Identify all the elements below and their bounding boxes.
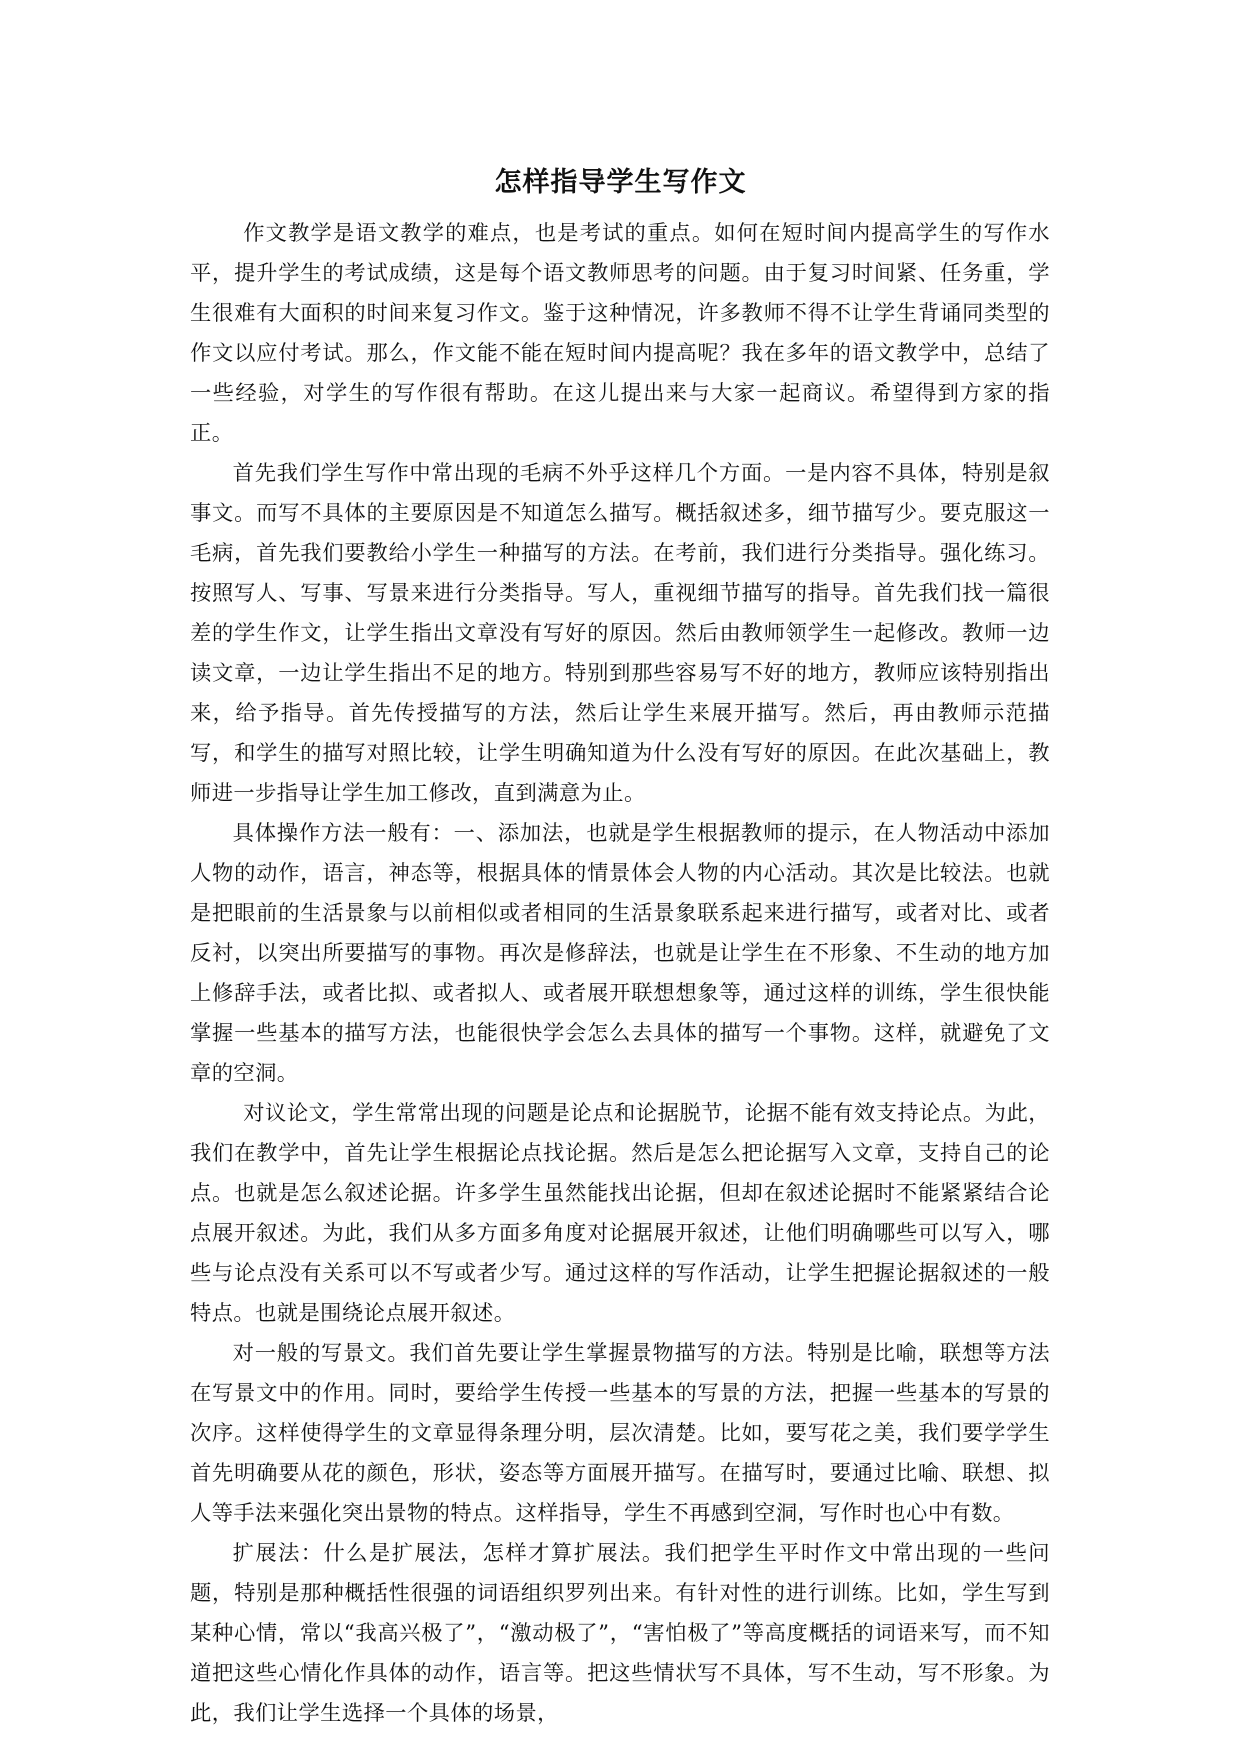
paragraph-common-problems: 首先我们学生写作中常出现的毛病不外乎这样几个方面。一是内容不具体，特别是叙事文。而写不具体的主要原因是不知道怎么描写。概括叙述多，细节描写少。要克服这一毛病，首先我们要教给小学生一种描写的方法。在考前，我们进行分类指导。强化练习。按照写人、写事、写景来进行分类指导。写人，重视细节描写的指导。首先我们找一篇很差的学生作文，让学生指出文章没有写好的原因。然后由教师领学生一起修改。教师一边读文章，一边让学生指出不足的地方。特别到那些容易写不好的地方，教师应该特别指出来，给予指导。首先传授描写的方法，然后让学生来展开描写。然后，再由教师示范描写，和学生的描写对照比较，让学生明确知道为什么没有写好的原因。在此次基础上，教师进一步指导让学生加工修改，直到满意为止。 xyxy=(190,461,1050,806)
paragraph-scenery: 对一般的写景文。我们首先要让学生掌握景物描写的方法。特别是比喻，联想等方法在写景文中的作用。同时，要给学生传授一些基本的写景的方法，把握一些基本的写景的次序。这样使得学生的文章显得条理分明，层次清楚。比如，要写花之美，我们要学学生首先明确要从花的颜色，形状，姿态等方面展开描写。在描写时，要通过比喻、联想、拟人等手法来强化突出景物的特点。这样指导，学生不再感到空洞，写作时也心中有数。 xyxy=(190,1341,1050,1526)
document-title: 怎样指导学生写作文 xyxy=(494,167,747,198)
paragraph-intro: 作文教学是语文教学的难点，也是考试的重点。如何在短时间内提高学生的写作水平，提升学生的考试成绩，这是每个语文教师思考的问题。由于复习时间紧、任务重，学生很难有大面积的时间来复习作文。鉴于这种情况，许多教师不得不让学生背诵同类型的作文以应付考试。那么，作文能不能在短时间内提高呢？我在多年的语文教学中，总结了一些经验，对学生的写作很有帮助。在这儿提出来与大家一起商议。希望得到方家的指正。 xyxy=(190,221,1050,446)
paragraph-expansion: 扩展法：什么是扩展法，怎样才算扩展法。我们把学生平时作文中常出现的一些问题，特别是那种概括性很强的词语组织罗列出来。有针对性的进行训练。比如，学生写到某种心情，常以“我高兴极了”，“激动极了”，“害怕极了”等高度概括的词语来写，而不知道把这些心情化作具体的动作，语言等。把这些情状写不具体，写不生动，写不形象。为此，我们让学生选择一个具体的场景， xyxy=(190,1541,1050,1726)
document-body xyxy=(190,214,1050,1734)
paragraph-argumentative: 对议论文，学生常常出现的问题是论点和论据脱节，论据不能有效支持论点。为此，我们在教学中，首先让学生根据论点找论据。然后是怎么把论据写入文章，支持自己的论点。也就是怎么叙述论据。许多学生虽然能找出论据，但却在叙述论据时不能紧紧结合论点展开叙述。为此，我们从多方面多角度对论据展开叙述，让他们明确哪些可以写入，哪些与论点没有关系可以不写或者少写。通过这样的写作活动，让学生把握论据叙述的一般特点。也就是围绕论点展开叙述。 xyxy=(190,1101,1050,1326)
paragraph-methods: 具体操作方法一般有：一、添加法，也就是学生根据教师的提示，在人物活动中添加人物的动作，语言，神态等，根据具体的情景体会人物的内心活动。其次是比较法。也就是把眼前的生活景象与以前相似或者相同的生活景象联系起来进行描写，或者对比、或者反衬，以突出所要描写的事物。再次是修辞法，也就是让学生在不形象、不生动的地方加上修辞手法，或者比拟、或者拟人、或者展开联想想象等，通过这样的训练，学生很快能掌握一些基本的描写方法，也能很快学会怎么去具体的描写一个事物。这样，就避免了文章的空洞。 xyxy=(190,821,1050,1086)
